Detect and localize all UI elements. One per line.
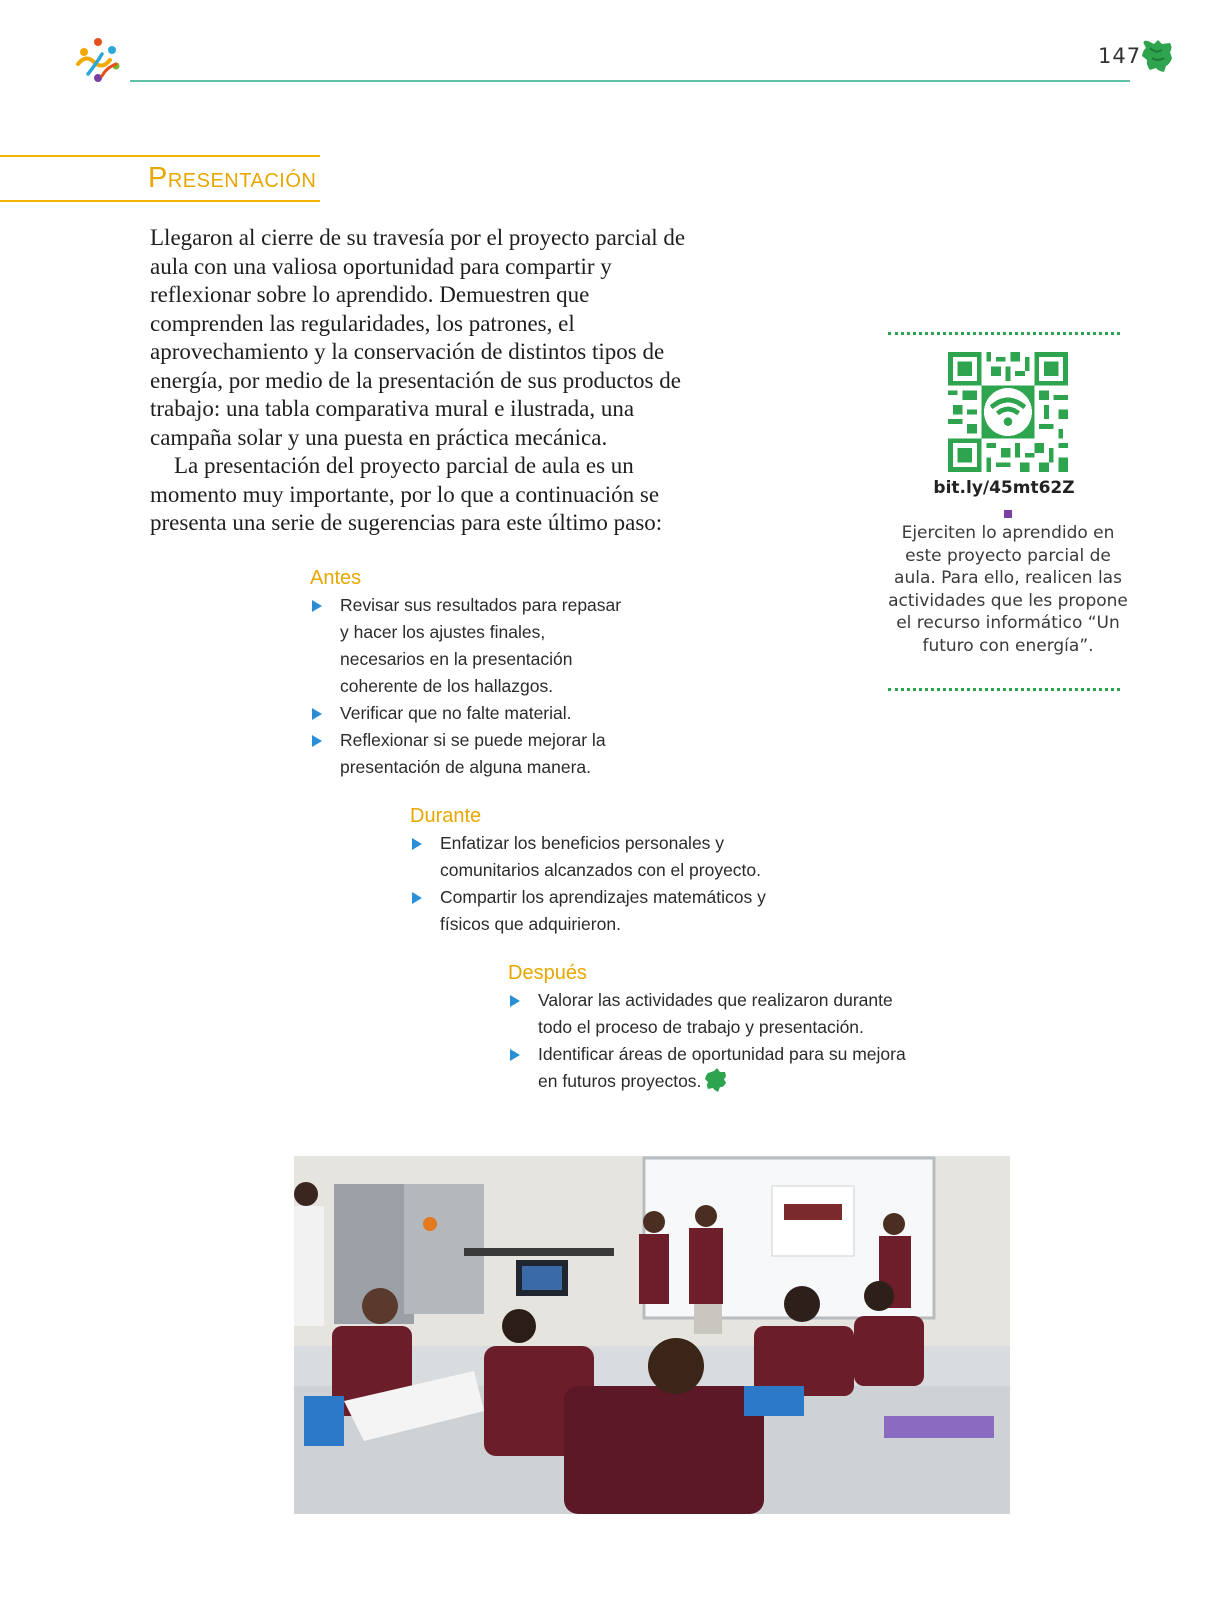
section-rule-bottom (0, 200, 320, 202)
dotted-rule-top (888, 332, 1120, 335)
leaf-badge-icon (1140, 38, 1174, 74)
list-item (508, 987, 908, 1041)
antes-list (310, 592, 630, 781)
bullet-arrow-icon (312, 735, 322, 747)
dotted-rule-bottom (888, 688, 1120, 691)
list-item-text: Revisar sus resultados para repasar y hacer los ajustes finales, necesarios en la presentación coherente de los hallazgos. (340, 595, 622, 696)
durante-heading: Durante (410, 805, 482, 827)
list-item-text: Compartir los aprendizajes matemáticos y físicos que adquirieron. (440, 887, 766, 934)
despues-list (508, 987, 908, 1095)
page-number: 147 (1098, 44, 1142, 68)
list-item-text: Verificar que no falte material. (340, 703, 572, 723)
list-item (410, 830, 790, 884)
section-title: Presentación (148, 162, 317, 194)
intro-paragraph-2: La presentación del proyecto parcial de aula es un momento muy importante, por lo que a continuación se presenta una serie de sugerencias para este último paso: (150, 453, 663, 535)
list-item (310, 700, 630, 727)
intro-text (150, 224, 690, 538)
bullet-arrow-icon (510, 995, 520, 1007)
list-item-text: Reflexionar si se puede mejorar la presentación de alguna manera. (340, 730, 606, 777)
section-rule-top (0, 155, 320, 157)
qr-code-icon[interactable] (948, 352, 1068, 472)
list-item (410, 884, 790, 938)
purple-marker (1004, 510, 1012, 518)
intro-paragraph-1: Llegaron al cierre de su travesía por el proyecto parcial de aula con una valiosa oportunidad para compartir y reflexionar sobre lo aprendido. Demuestren que comprenden las regularidades, los patrones, el aprovechamiento y la conservación de distintos tipos de energía, por medio de la presentación de sus productos de trabajo: una tabla comparativa mural e ilustrada, una campaña solar y una puesta en práctica mecánica. (150, 225, 686, 450)
qr-description: Ejerciten lo aprendido en este proyecto parcial de aula. Para ello, realicen las actividades que les propone el recurso informático “Un futuro con energía”. (888, 523, 1128, 656)
list-item (310, 727, 630, 781)
qr-link[interactable]: bit.ly/45mt62Z (933, 478, 1075, 498)
list-item-text: Valorar las actividades que realizaron durante todo el proceso de trabajo y presentación. (538, 990, 893, 1037)
despues-heading: Después (508, 962, 587, 984)
list-item-text: Enfatizar los beneficios personales y comunitarios alcanzados con el proyecto. (440, 833, 762, 880)
durante-list (410, 830, 790, 938)
despues-section (508, 962, 908, 1095)
end-leaf-icon (705, 1068, 727, 1092)
list-item (508, 1041, 908, 1095)
list-item (310, 592, 630, 700)
bullet-arrow-icon (412, 838, 422, 850)
bullet-arrow-icon (412, 892, 422, 904)
bullet-arrow-icon (312, 600, 322, 612)
header-rule (130, 80, 1130, 82)
qr-resource-box (888, 332, 1128, 694)
durante-section (410, 805, 790, 938)
antes-heading: Antes (310, 567, 362, 589)
classroom-photo (294, 1156, 1010, 1514)
list-item-text: Identificar áreas de oportunidad para su mejora en futuros proyectos. (538, 1044, 906, 1091)
bullet-arrow-icon (510, 1049, 520, 1061)
antes-section (310, 567, 630, 781)
bullet-arrow-icon (312, 708, 322, 720)
logo-icon (72, 34, 124, 86)
